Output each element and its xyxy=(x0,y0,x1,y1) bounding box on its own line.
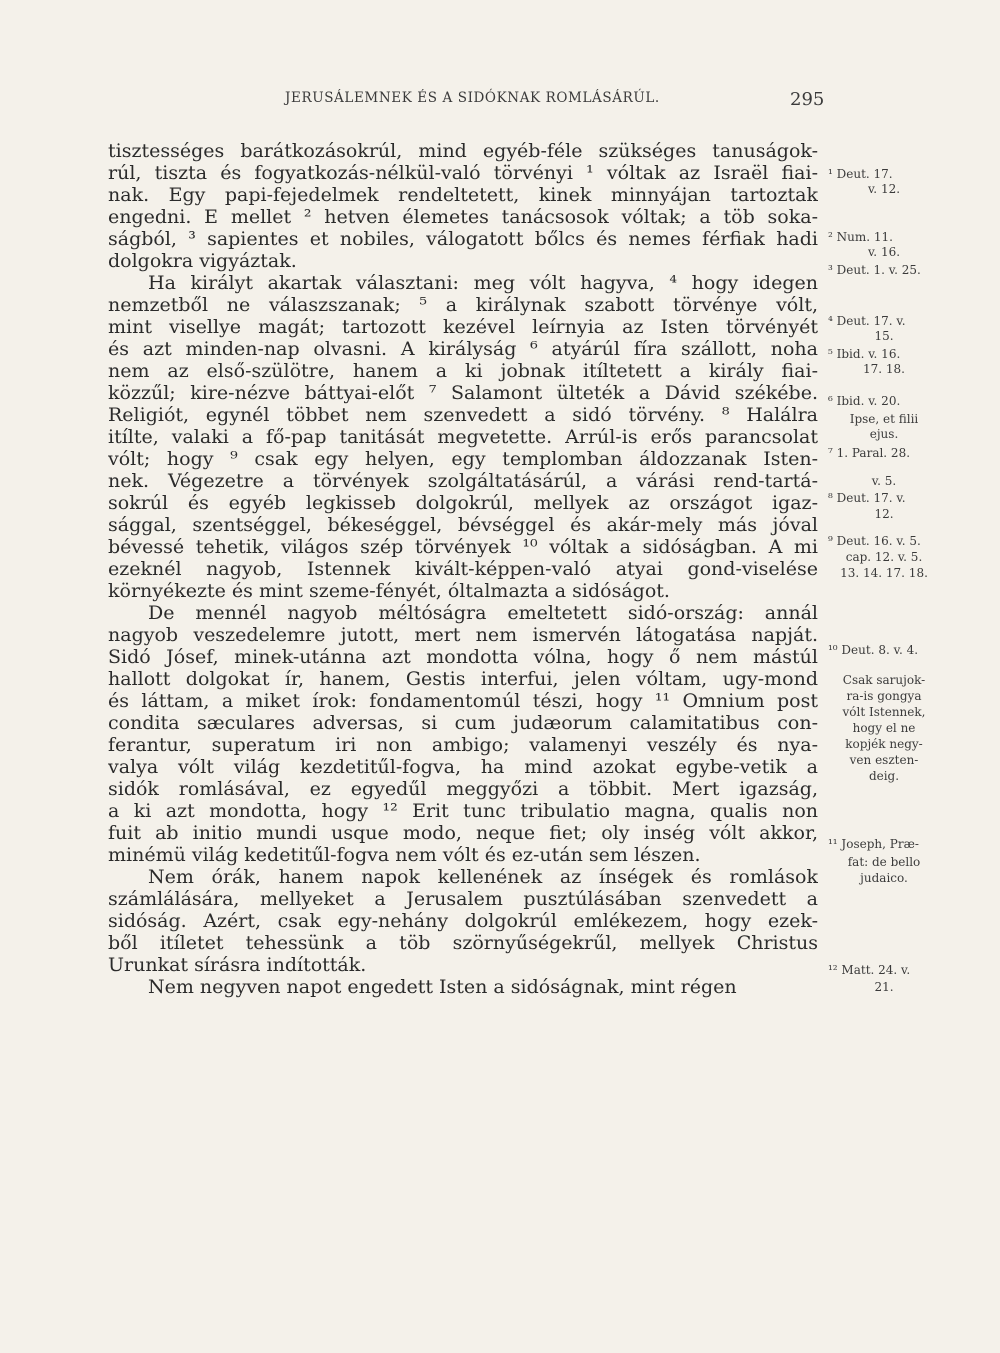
text-line: ből itíletet tehessünk a töb szörnyűségekrűl, mellyek Christus xyxy=(108,932,818,954)
margin-note: ejus. xyxy=(869,427,899,441)
text-line: sidók romlásával, ez egyedűl meggyőzi a többit. Mert igazság, xyxy=(108,778,818,800)
margin-note: v. 16. xyxy=(867,245,901,259)
margin-note: fat: de bello xyxy=(847,855,921,869)
margin-note: deig. xyxy=(868,769,900,783)
margin-note: v. 5. xyxy=(871,474,897,488)
margin-note: ven eszten- xyxy=(849,753,919,767)
margin-note: cap. 12. v. 5. xyxy=(845,550,923,564)
text-line: hallott dolgokat ír, hanem, Gestis interfui, jelen vóltam, ugy-mond xyxy=(108,668,818,690)
margin-note: 15. xyxy=(874,329,894,343)
text-line: nek. Végezetre a törvények szolgáltatásárúl, a várási rend-tartá- xyxy=(108,470,818,492)
text-line: tisztességes barátkozásokrúl, mind egyéb-féle szükséges tanuságok- xyxy=(108,140,818,162)
text-line: sidóság. Azért, csak egy-nehány dolgokrúl emlékezem, hogy ezek- xyxy=(108,910,818,932)
margin-note: ² Num. 11. xyxy=(828,230,893,244)
text-line: condita sæculares adversas, si cum judæorum calamitatibus con- xyxy=(108,712,818,734)
text-line: számlálására, mellyeket a Jerusalem pusztúlásában szenvedett a xyxy=(108,888,818,910)
text-line: itílte, valaki a fő-pap tanitását megvetette. Arrúl-is erős parancsolat xyxy=(108,426,818,448)
text-line: ezeknél nagyob, Istennek kivált-képpen-való atyai gond-viselése xyxy=(108,558,818,580)
text-line: közzűl; kire-nézve báttyai-előt ⁷ Salamont ülteték a Dávid székébe. xyxy=(108,382,818,404)
text-line: Sidó Jósef, minek-utánna azt mondotta vólna, hogy ő nem mástúl xyxy=(108,646,818,668)
margin-note: ⁶ Ibid. v. 20. xyxy=(828,394,901,408)
margin-note: ⁸ Deut. 17. v. xyxy=(828,491,906,505)
text-line: környékezte és mint szeme-fényét, óltalmazta a sidóságot. xyxy=(108,580,670,602)
margin-note: hogy el ne xyxy=(852,721,916,735)
text-line: dolgokra vigyáztak. xyxy=(108,250,297,272)
margin-note: v. 12. xyxy=(867,182,901,196)
text-line: sokrúl és egyéb legkisseb dolgokrúl, mellyek az országot igaz- xyxy=(108,492,818,514)
margin-note: ⁴ Deut. 17. v. xyxy=(828,314,906,328)
margin-note: ¹⁰ Deut. 8. v. 4. xyxy=(828,643,919,657)
text-line: és láttam, a miket írok: fondamentomúl tészi, hogy ¹¹ Omnium post xyxy=(108,690,818,712)
text-line: De mennél nagyob méltóságra emeltetett sidó-ország: annál xyxy=(148,602,818,624)
page-number: 295 xyxy=(790,89,825,110)
margin-note: ¹² Matt. 24. v. xyxy=(828,963,911,977)
text-line: nem az első-szülötre, hanem a ki jobnak itíltetett a király fiai- xyxy=(108,360,818,382)
text-line: Religiót, egynél többet nem szenvedett a sidó törvény. ⁸ Halálra xyxy=(108,404,818,426)
text-line: nak. Egy papi-fejedelmek rendeltetett, kinek minnyájan tartoztak xyxy=(108,184,818,206)
text-line: valya vólt világ kezdetitűl-fogva, ha mind azokat egybe-vetik a xyxy=(108,756,818,778)
margin-note: ³ Deut. 1. v. 25. xyxy=(828,263,921,277)
text-line: nagyob veszedelemre jutott, mert nem ismervén látogatása napját. xyxy=(108,624,818,646)
text-line: mint visellye magát; tartozott kezével leírnyia az Isten törvényét xyxy=(108,316,818,338)
margin-note: 12. xyxy=(874,507,894,521)
text-line: Nem órák, hanem napok kellenének az ínségek és romlások xyxy=(148,866,818,888)
text-line: és azt minden-nap olvasni. A királyság ⁶ atyárúl fíra szállott, noha xyxy=(108,338,818,360)
margin-note: judaico. xyxy=(860,871,908,885)
text-line: ferantur, superatum iri non ambigo; valamenyi veszély és nya- xyxy=(108,734,818,756)
margin-note: 21. xyxy=(874,980,894,994)
text-line: nemzetből ne válaszszanak; ⁵ a királynak szabott törvénye vólt, xyxy=(108,294,818,316)
margin-note: Csak sarujok- xyxy=(842,673,926,687)
margin-note: ⁹ Deut. 16. v. 5. xyxy=(828,534,921,548)
text-line: rúl, tiszta és fogyatkozás-nélkül-való törvényi ¹ vóltak az Israël fiai- xyxy=(108,162,818,184)
text-line: Ha királyt akartak választani: meg vólt hagyva, ⁴ hogy idegen xyxy=(148,272,818,294)
margin-note: 17. 18. xyxy=(863,362,905,376)
margin-note: ¹ Deut. 17. xyxy=(828,167,893,181)
text-line: minémü világ kedetitűl-fogva nem vólt és ez-után sem lészen. xyxy=(108,844,701,866)
text-line: sággal, szentséggel, békeséggel, bévséggel és akár-mely más jóval xyxy=(108,514,818,536)
text-line: vólt; hogy ⁹ csak egy helyen, egy templomban áldozzanak Isten- xyxy=(108,448,818,470)
margin-note: ⁵ Ibid. v. 16. xyxy=(828,347,901,361)
text-line: bévessé tehetik, világos szép törvények ¹⁰ vóltak a sidóságban. A mi xyxy=(108,536,818,558)
running-title: JERUSÁLEMNEK ÉS A SIDÓKNAK ROMLÁSÁRÚL. xyxy=(285,90,660,106)
margin-note: Ipse, et filii xyxy=(849,412,919,426)
margin-note: ⁷ 1. Paral. 28. xyxy=(828,446,911,460)
margin-note: kopjék negy- xyxy=(845,737,923,751)
margin-note: ra-is gongya xyxy=(846,689,922,703)
text-line: engedni. E mellet ² hetven élemetes tanácsosok vóltak; a töb soka- xyxy=(108,206,818,228)
margin-note: vólt Istennek, xyxy=(842,705,926,719)
text-line: fuit ab initio mundi usque modo, neque fiet; oly inség vólt akkor, xyxy=(108,822,818,844)
text-line: a ki azt mondotta, hogy ¹² Erit tunc tribulatio magna, qualis non xyxy=(108,800,818,822)
text-line: Nem negyven napot engedett Isten a sidóságnak, mint régen xyxy=(148,976,737,998)
text-line: ságból, ³ sapientes et nobiles, válogatott bőlcs és nemes férfiak hadi xyxy=(108,228,818,250)
text-line: Urunkat sírásra indították. xyxy=(108,954,367,976)
margin-note: ¹¹ Joseph, Præ- xyxy=(828,837,919,851)
margin-note: 13. 14. 17. 18. xyxy=(840,566,928,580)
